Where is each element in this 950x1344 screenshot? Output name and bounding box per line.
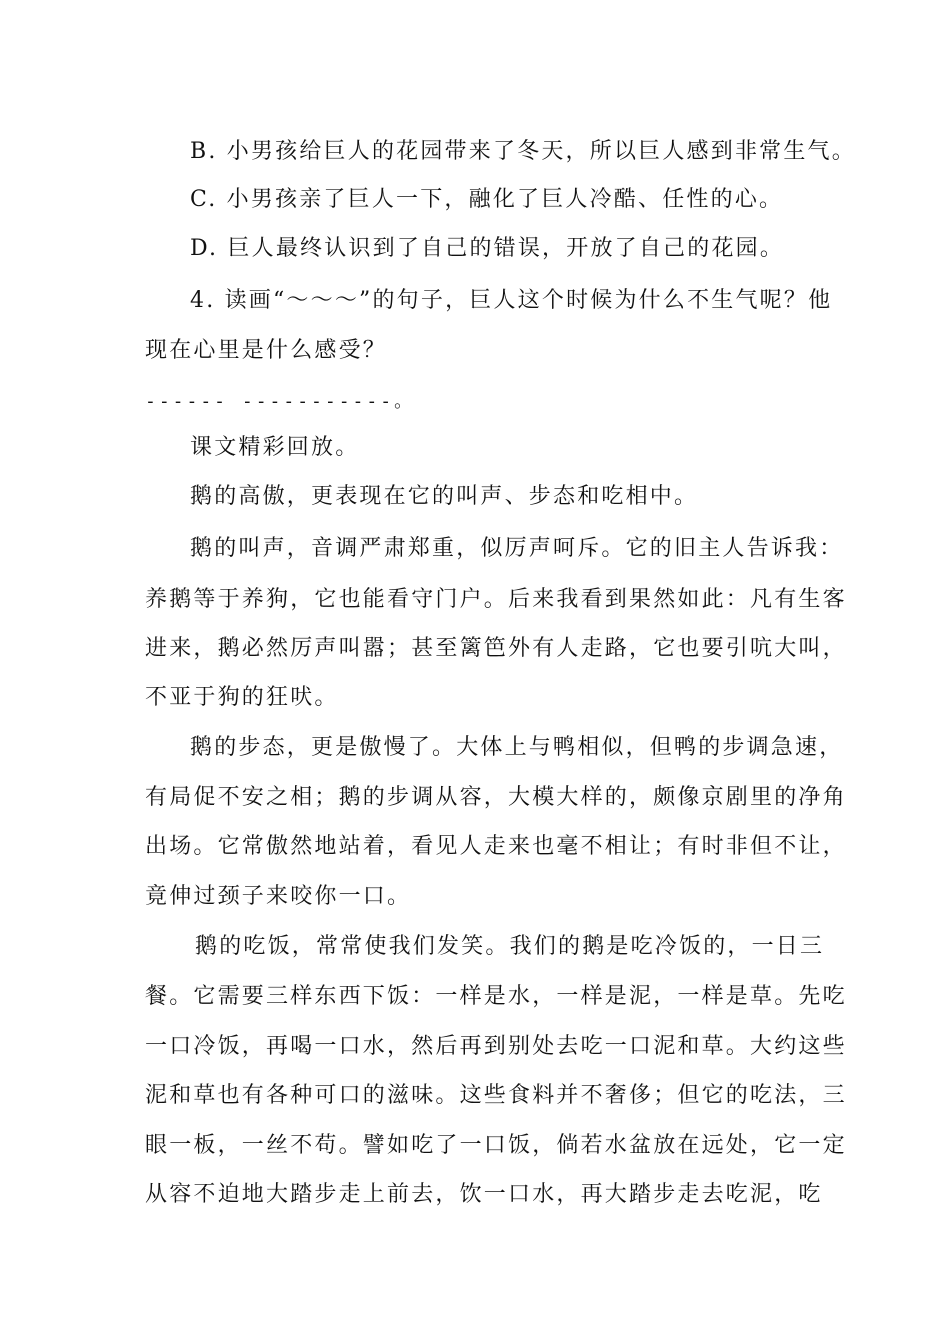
paragraph-4-line-3: 一口冷饭，再喝一口水，然后再到别处去吃一口泥和草。大约这些 [145, 1034, 847, 1059]
paragraph-3-line-1: 鹅的步态，更是傲慢了。大体上与鸭相似，但鸭的步调急速， [190, 735, 844, 760]
paragraph-2-line-4: 不亚于狗的狂吠。 [145, 685, 339, 710]
paragraph-2-line-3: 进来，鹅必然厉声叫嚣；甚至篱笆外有人走路，它也要引吭大叫， [145, 636, 847, 661]
paragraph-2-line-1: 鹅的叫声，音调严肃郑重，似厉声呵斥。它的旧主人告诉我： [190, 536, 844, 561]
paragraph-3-line-3: 出场。它常傲然地站着，看见人走来也毫不相让；有时非但不让， [145, 834, 847, 859]
option-b: B. 小男孩给巨人的花园带来了冬天，所以巨人感到非常生气。 [190, 139, 856, 164]
question-4-line-2: 现在心里是什么感受？ [145, 338, 388, 363]
section-title: 课文精彩回放。 [190, 435, 360, 460]
paragraph-3-line-2: 有局促不安之相；鹅的步调从容，大模大样的，颇像京剧里的净角 [145, 785, 847, 810]
paragraph-4-line-1: 鹅的吃饭，常常使我们发笑。我们的鹅是吃冷饭的，一日三 [195, 934, 825, 959]
paragraph-1: 鹅的高傲，更表现在它的叫声、步态和吃相中。 [190, 484, 699, 509]
answer-blank: ------ -----------。 [145, 391, 416, 412]
paragraph-4-line-2: 餐。它需要三样东西下饭：一样是水，一样是泥，一样是草。先吃 [145, 984, 847, 1009]
paragraph-2-line-2: 养鹅等于养狗，它也能看守门户。后来我看到果然如此：凡有生客 [145, 587, 847, 612]
paragraph-4-line-6: 从容不迫地大踏步走上前去，饮一口水，再大踏步走去吃泥，吃 [145, 1182, 823, 1207]
option-d: D. 巨人最终认识到了自己的错误，开放了自己的花园。 [190, 236, 785, 261]
paragraph-3-line-4: 竟伸过颈子来咬你一口。 [145, 884, 412, 909]
paragraph-4-line-5: 眼一板，一丝不苟。譬如吃了一口饭，倘若水盆放在远处，它一定 [145, 1133, 847, 1158]
option-c: C. 小男孩亲了巨人一下，融化了巨人冷酷、任性的心。 [190, 187, 784, 212]
question-4-line-1: 4. 读画“～～～”的句子，巨人这个时候为什么不生气呢？他 [190, 288, 833, 313]
paragraph-4-line-4: 泥和草也有各种可口的滋味。这些食料并不奢侈；但它的吃法，三 [145, 1083, 847, 1108]
